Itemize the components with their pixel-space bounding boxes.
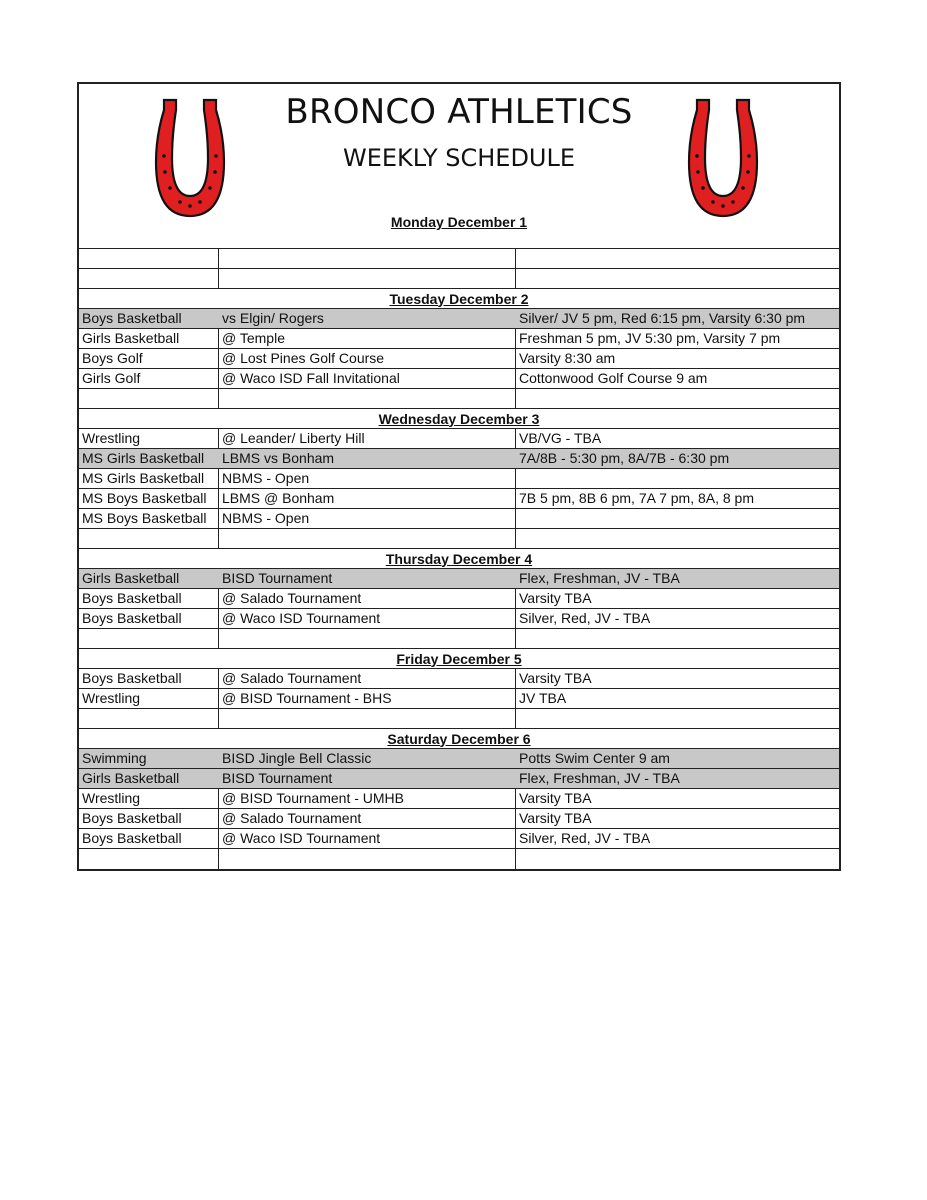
time-cell: Potts Swim Center 9 am [519,750,670,766]
time-cell [516,629,839,648]
sport-cell [79,849,219,869]
time-cell: Silver/ JV 5 pm, Red 6:15 pm, Varsity 6:30 pm [519,310,806,326]
sport-cell: Girls Basketball [79,329,219,348]
table-row [79,789,839,809]
sport-cell: Boys Basketball [79,829,219,848]
opponent-cell: NBMS - Open [219,469,516,488]
table-row [79,829,839,849]
time-cell [516,509,839,528]
day-heading: Tuesday December 2 [79,289,839,309]
opponent-cell: vs Elgin/ Rogers [222,310,324,326]
sport-cell: Wrestling [79,689,219,708]
time-cell [516,269,839,288]
sport-cell: Wrestling [79,789,219,808]
opponent-cell [219,529,516,548]
time-cell: Varsity 8:30 am [519,350,616,366]
table-row [79,449,839,469]
sport-cell [79,529,219,548]
opponent-cell [219,389,516,408]
time-cell: Silver, Red, JV - TBA [519,610,651,626]
time-cell: 7B 5 pm, 8B 6 pm, 7A 7 pm, 8A, 8 pm [519,490,755,506]
opponent-cell: @ Salado Tournament [219,809,516,828]
sport-cell: MS Girls Basketball [79,469,219,488]
time-cell: Varsity TBA [519,670,592,686]
sport-cell [79,709,219,728]
table-row [79,769,839,789]
opponent-cell: @ Salado Tournament [219,669,516,688]
sport-cell: MS Boys Basketball [79,509,219,528]
opponent-cell: @ Waco ISD Tournament [219,829,516,848]
time-cell: Flex, Freshman, JV - TBA [519,770,680,786]
sport-cell [79,389,219,408]
opponent-cell: LBMS @ Bonham [219,489,516,508]
opponent-cell: @ Leander/ Liberty Hill [219,429,516,448]
time-cell [516,849,839,869]
opponent-cell: BISD Tournament [222,770,333,786]
opponent-cell: NBMS - Open [219,509,516,528]
table-row [79,249,839,269]
time-cell [516,469,839,488]
table-row [79,349,839,369]
opponent-cell [219,709,516,728]
opponent-cell: @ Waco ISD Tournament [219,609,516,628]
time-cell [516,249,839,268]
table-row [79,429,839,449]
opponent-cell: @ Waco ISD Fall Invitational [219,369,516,388]
opponent-cell: @ BISD Tournament - UMHB [219,789,516,808]
sport-cell: Boys Golf [79,349,219,368]
sport-cell: MS Boys Basketball [79,489,219,508]
time-cell: Cottonwood Golf Course 9 am [519,370,708,386]
table-row [79,309,839,329]
time-cell: Freshman 5 pm, JV 5:30 pm, Varsity 7 pm [519,330,781,346]
time-cell: Varsity TBA [519,590,592,606]
time-cell: Silver, Red, JV - TBA [519,830,651,846]
time-cell: Varsity TBA [519,790,592,806]
schedule-table [79,249,839,869]
table-row [79,329,839,349]
sport-cell: Boys Basketball [79,589,219,608]
sport-cell [79,269,219,288]
sport-cell: Wrestling [79,429,219,448]
sport-cell: Girls Basketball [82,570,180,586]
table-row [79,749,839,769]
sport-cell: Boys Basketball [79,669,219,688]
sport-cell: Boys Basketball [82,310,182,326]
table-row [79,269,839,289]
sport-cell: Boys Basketball [79,809,219,828]
page-subtitle: WEEKLY SCHEDULE [342,144,576,172]
table-row [79,589,839,609]
opponent-cell: BISD Tournament [222,570,333,586]
day-heading: Wednesday December 3 [79,409,839,429]
time-cell: VB/VG - TBA [519,430,602,446]
sport-cell [79,249,219,268]
opponent-cell: @ BISD Tournament - BHS [219,689,516,708]
table-row [79,849,839,869]
time-cell [516,389,839,408]
sport-cell: Girls Basketball [82,770,180,786]
table-row [79,709,839,729]
day-heading: Monday December 1 [390,214,528,230]
opponent-cell [219,269,516,288]
schedule-header [79,84,839,249]
horseshoe-icon [689,100,757,216]
table-row [79,669,839,689]
time-cell: JV TBA [519,690,567,706]
opponent-cell [219,249,516,268]
time-cell: Varsity TBA [519,810,592,826]
table-row [79,529,839,549]
table-row [79,489,839,509]
sport-cell: Girls Golf [79,369,219,388]
opponent-cell: @ Temple [219,329,516,348]
time-cell [516,709,839,728]
table-row [79,629,839,649]
horseshoe-logo-right [687,96,759,220]
opponent-cell: LBMS vs Bonham [222,450,335,466]
opponent-cell: @ Salado Tournament [219,589,516,608]
sport-cell: Swimming [82,750,147,766]
time-cell [516,529,839,548]
day-heading: Thursday December 4 [79,549,839,569]
opponent-cell: BISD Jingle Bell Classic [222,750,372,766]
table-row [79,689,839,709]
time-cell: 7A/8B - 5:30 pm, 8A/7B - 6:30 pm [519,450,730,466]
day-heading: Saturday December 6 [79,729,839,749]
sport-cell: MS Girls Basketball [82,450,205,466]
day-heading: Friday December 5 [79,649,839,669]
table-row [79,369,839,389]
page-title: BRONCO ATHLETICS [285,92,633,132]
sport-cell: Boys Basketball [79,609,219,628]
table-row [79,389,839,409]
opponent-cell: @ Lost Pines Golf Course [219,349,516,368]
table-row [79,609,839,629]
schedule-sheet [77,82,841,871]
table-row [79,509,839,529]
table-row [79,809,839,829]
sport-cell [79,629,219,648]
table-row [79,569,839,589]
opponent-cell [219,849,516,869]
opponent-cell [219,629,516,648]
time-cell: Flex, Freshman, JV - TBA [519,570,680,586]
table-row [79,469,839,489]
